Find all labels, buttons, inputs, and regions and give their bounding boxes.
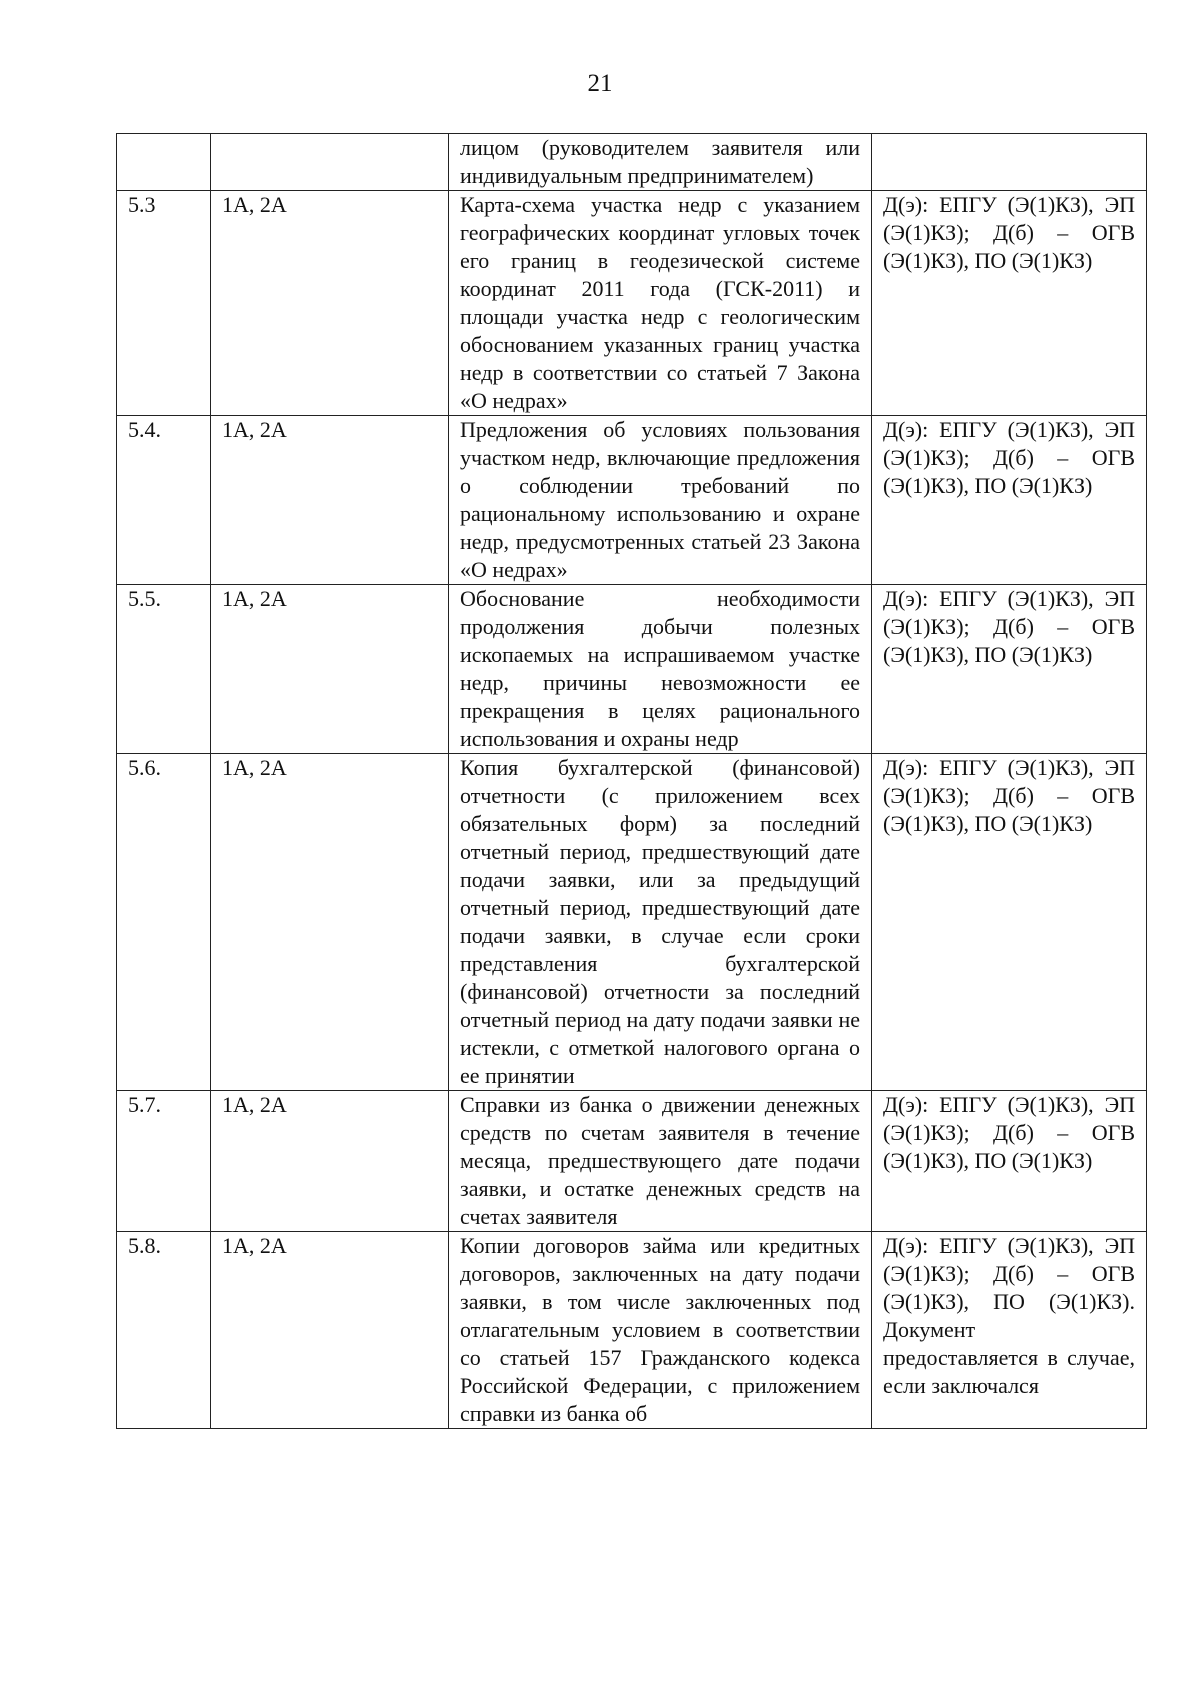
table-row [117,585,1147,754]
row-document: Копия бухгалтерской (финансовой) отчетности (с приложением всех обязательных форм) за последний отчетный период, предшествующий дате подачи заявки, или за предыдущий отчетный период, предшествующий дате подачи заявки, в случае если сроки представления бухгалтерской (финансовой) отчетности за последний отчетный период на дату подачи заявки не истекли, с отметкой налогового органа о ее принятии [449,754,872,1091]
table-row [117,134,1147,191]
row-source: Д(э): ЕПГУ (Э(1)КЗ), ЭП (Э(1)КЗ); Д(б) – ОГВ (Э(1)КЗ), ПО (Э(1)КЗ) [872,754,1147,1091]
row-document: Обоснование необходимости продолжения добычи полезных ископаемых на испрашиваемом участке недр, причины невозможности ее прекращения в целях рационального использования и охраны недр [449,585,872,754]
row-number: 5.4. [117,416,211,585]
row-categories: 1А, 2А [211,754,449,1091]
row-source: Д(э): ЕПГУ (Э(1)КЗ), ЭП (Э(1)КЗ); Д(б) – ОГВ (Э(1)КЗ), ПО (Э(1)КЗ) [872,1091,1147,1232]
row-document: Справки из банка о движении денежных средств по счетам заявителя в течение месяца, предшествующего дате подачи заявки, и остатке денежных средств на счетах заявителя [449,1091,872,1232]
row-number: 5.6. [117,754,211,1091]
row-number: 5.3 [117,191,211,416]
row-document: Копии договоров займа или кредитных договоров, заключенных на дату подачи заявки, в том числе заключенных под отлагательным условием в соответствии со статьей 157 Гражданского кодекса Российской Федерации, с приложением справки из банка об [449,1232,872,1429]
table-row [117,754,1147,1091]
row-document: Карта-схема участка недр с указанием географических координат угловых точек его границ в геодезической системе координат 2011 года (ГСК-2011) и площади участка недр с геологическим обоснованием указанных границ участка недр в соответствии со статьей 7 Закона «О недрах» [449,191,872,416]
row-source: Д(э): ЕПГУ (Э(1)КЗ), ЭП (Э(1)КЗ); Д(б) – ОГВ (Э(1)КЗ), ПО (Э(1)КЗ) [872,585,1147,754]
table-row [117,1232,1147,1429]
row-source [872,134,1147,191]
row-categories: 1А, 2А [211,585,449,754]
row-number: 5.5. [117,585,211,754]
row-categories: 1А, 2А [211,416,449,585]
row-number: 5.7. [117,1091,211,1232]
row-categories [211,134,449,191]
row-source: Д(э): ЕПГУ (Э(1)КЗ), ЭП (Э(1)КЗ); Д(б) – ОГВ (Э(1)КЗ), ПО (Э(1)КЗ). Документ предоставляется в случае, если заключался [872,1232,1147,1429]
row-categories: 1А, 2А [211,191,449,416]
row-source: Д(э): ЕПГУ (Э(1)КЗ), ЭП (Э(1)КЗ); Д(б) – ОГВ (Э(1)КЗ), ПО (Э(1)КЗ) [872,416,1147,585]
row-number [117,134,211,191]
row-document: лицом (руководителем заявителя или индивидуальным предпринимателем) [449,134,872,191]
row-number: 5.8. [117,1232,211,1429]
page-number: 21 [587,70,613,97]
documents-table [116,133,1147,1429]
row-categories: 1А, 2А [211,1091,449,1232]
row-document: Предложения об условиях пользования участком недр, включающие предложения о соблюдении требований по рациональному использованию и охране недр, предусмотренных статьей 23 Закона «О недрах» [449,416,872,585]
table-row [117,416,1147,585]
table-row [117,191,1147,416]
row-categories: 1А, 2А [211,1232,449,1429]
row-source: Д(э): ЕПГУ (Э(1)КЗ), ЭП (Э(1)КЗ); Д(б) – ОГВ (Э(1)КЗ), ПО (Э(1)КЗ) [872,191,1147,416]
table-row [117,1091,1147,1232]
